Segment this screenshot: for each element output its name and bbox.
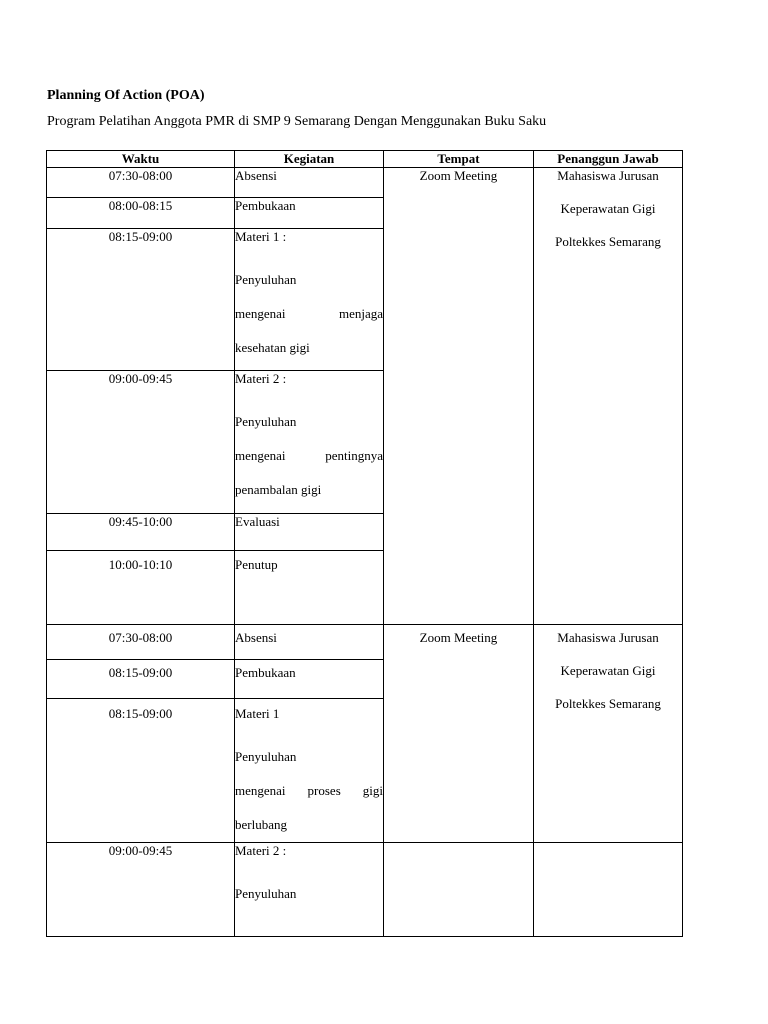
waktu-cell: 08:15-09:00 <box>47 229 235 371</box>
kegiatan-detail <box>235 405 383 507</box>
penanggung-jawab-cell <box>534 168 683 625</box>
table-row <box>47 168 683 198</box>
waktu-cell: 09:00-09:45 <box>47 371 235 514</box>
pj-line: Keperawatan Gigi <box>560 201 656 216</box>
detail-line: Penyuluhan <box>235 749 297 764</box>
kegiatan-cell: Evaluasi <box>235 514 384 551</box>
pj-line: Mahasiswa Jurusan <box>557 168 659 183</box>
pj-line: Poltekkes Semarang <box>555 696 661 711</box>
detail-line: kesehatan gigi <box>235 340 310 355</box>
kegiatan-cell: Pembukaan <box>235 198 384 229</box>
detail-line: Penyuluhan <box>235 272 297 287</box>
tempat-cell: Zoom Meeting <box>384 625 534 843</box>
penanggung-jawab-cell <box>534 625 683 843</box>
kegiatan-cell: Pembukaan <box>235 660 384 699</box>
kegiatan-title: Materi 2 : <box>235 371 287 386</box>
waktu-cell: 09:45-10:00 <box>47 514 235 551</box>
detail-line: berlubang <box>235 817 287 832</box>
detail-line: mengenai pentingnya <box>235 448 383 463</box>
kegiatan-cell: Absensi <box>235 168 384 198</box>
waktu-cell: 09:00-09:45 <box>47 843 235 937</box>
poa-table <box>46 150 683 937</box>
header-kegiatan: Kegiatan <box>235 151 384 168</box>
kegiatan-title: Materi 1 <box>235 706 280 721</box>
page-title: Planning Of Action (POA) <box>47 88 205 103</box>
waktu-cell: 08:15-09:00 <box>47 699 235 843</box>
header-waktu: Waktu <box>47 151 235 168</box>
kegiatan-title: Materi 1 : <box>235 229 287 244</box>
kegiatan-cell <box>235 371 384 514</box>
kegiatan-cell <box>235 699 384 843</box>
header-tempat: Tempat <box>384 151 534 168</box>
detail-line: mengenai proses gigi <box>235 783 383 798</box>
kegiatan-detail <box>235 740 383 842</box>
tempat-cell-empty <box>384 843 534 937</box>
waktu-cell: 08:00-08:15 <box>47 198 235 229</box>
kegiatan-cell <box>235 229 384 371</box>
table-row <box>47 625 683 660</box>
detail-line: Penyuluhan <box>235 886 297 901</box>
waktu-cell: 08:15-09:00 <box>47 660 235 699</box>
kegiatan-cell <box>235 843 384 937</box>
waktu-cell: 07:30-08:00 <box>47 625 235 660</box>
table-row <box>47 843 683 937</box>
waktu-cell: 10:00-10:10 <box>47 551 235 625</box>
tempat-cell: Zoom Meeting <box>384 168 534 625</box>
kegiatan-detail <box>235 263 383 365</box>
detail-line: mengenai menjaga <box>235 306 383 321</box>
pj-line: Poltekkes Semarang <box>555 234 661 249</box>
kegiatan-cell: Absensi <box>235 625 384 660</box>
detail-line: Penyuluhan <box>235 414 297 429</box>
pj-line: Keperawatan Gigi <box>560 663 656 678</box>
kegiatan-cell: Penutup <box>235 551 384 625</box>
detail-line: penambalan gigi <box>235 482 322 497</box>
page-subtitle: Program Pelatihan Anggota PMR di SMP 9 Semarang Dengan Menggunakan Buku Saku <box>47 114 547 129</box>
waktu-cell: 07:30-08:00 <box>47 168 235 198</box>
penanggung-jawab-cell-empty <box>534 843 683 937</box>
pj-line: Mahasiswa Jurusan <box>557 630 659 645</box>
kegiatan-title: Materi 2 : <box>235 843 287 858</box>
header-penanggung-jawab: Penanggun Jawab <box>534 151 683 168</box>
kegiatan-detail <box>235 877 383 911</box>
